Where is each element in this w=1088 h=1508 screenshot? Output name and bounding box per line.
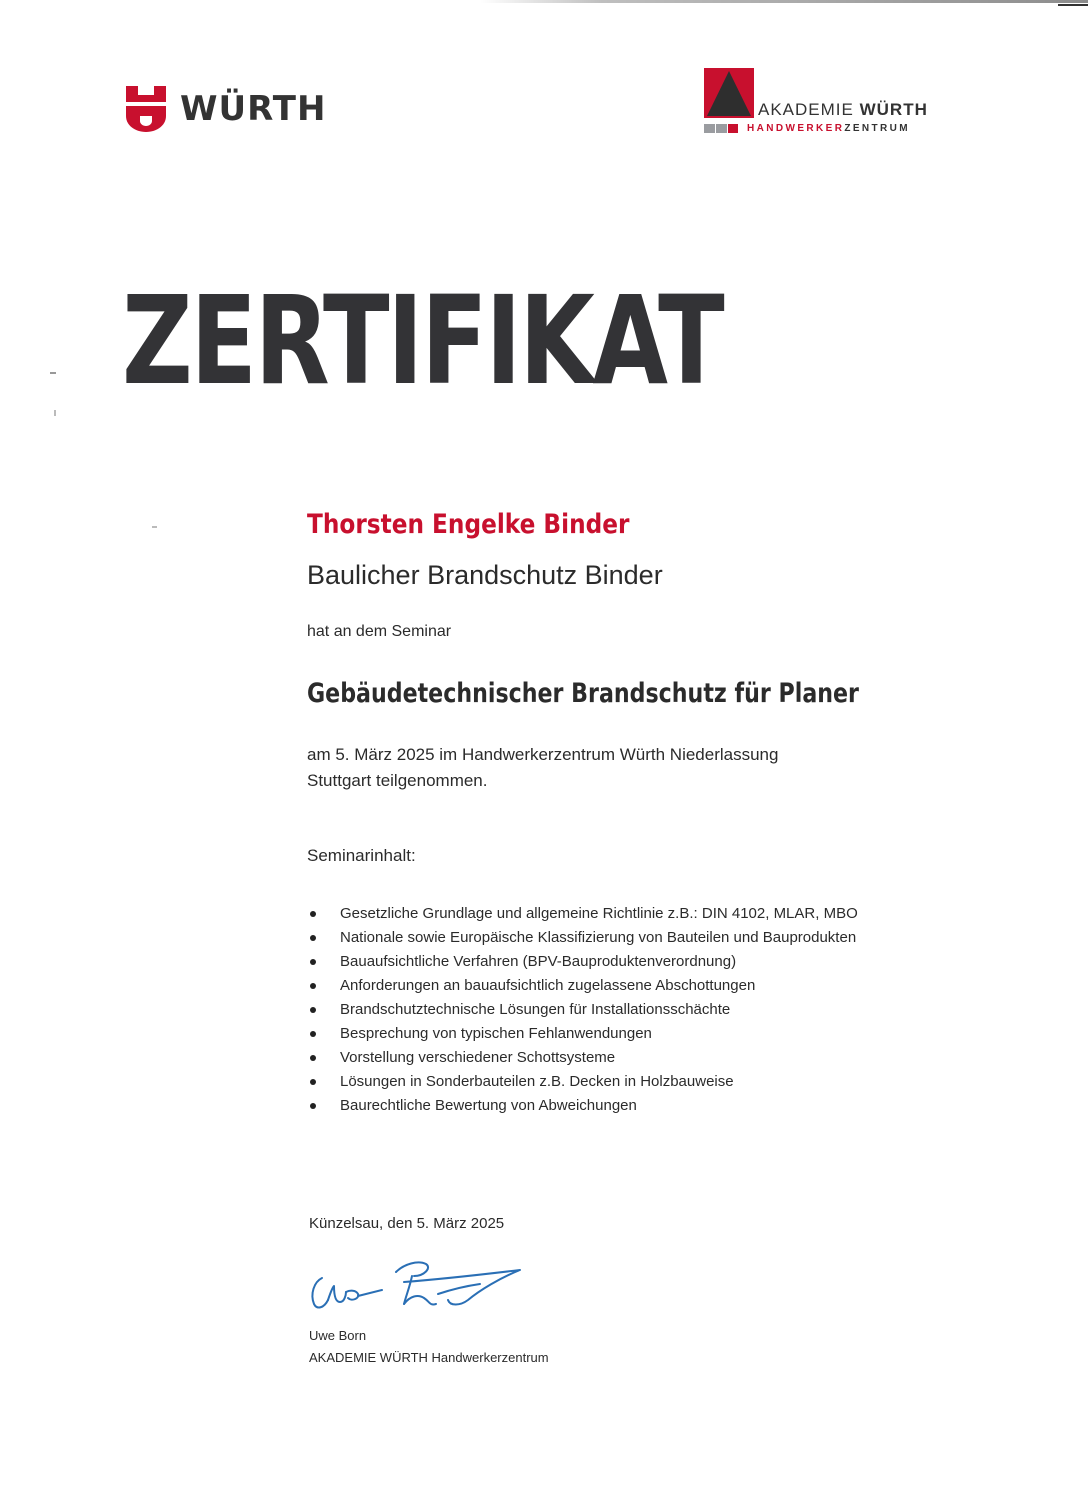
bullet-icon — [310, 1079, 316, 1085]
wurth-logo-text: WÜRTH — [180, 89, 327, 129]
intro-text: hat an dem Seminar — [307, 623, 452, 640]
wurth-w-icon — [126, 86, 166, 132]
recipient-company: Baulicher Brandschutz Binder — [307, 560, 663, 590]
list-item: Besprechung von typischen Fehlanwendungen — [307, 1022, 858, 1046]
akademie-logo — [704, 68, 944, 140]
bullet-icon — [310, 959, 316, 965]
bullet-icon — [310, 1103, 316, 1109]
recipient-name: Thorsten Engelke Binder — [307, 509, 630, 540]
place-date: Künzelsau, den 5. März 2025 — [309, 1215, 505, 1232]
list-item: Bauaufsichtliche Verfahren (BPV-Bauproduktenverordnung) — [307, 950, 858, 974]
bullet-icon — [310, 935, 316, 941]
bullet-icon — [310, 983, 316, 989]
bullet-icon — [310, 911, 316, 917]
seminar-date-place — [307, 742, 867, 794]
list-item: Brandschutztechnische Lösungen für Installationsschächte — [307, 998, 858, 1022]
list-item: Vorstellung verschiedener Schottsysteme — [307, 1046, 858, 1070]
handwritten-signature-icon — [300, 1250, 530, 1320]
bullet-icon — [310, 1007, 316, 1013]
akademie-logo-zentrum: ZENTRUM — [844, 123, 911, 134]
akademie-logo-line1 — [758, 100, 928, 120]
scan-speck — [54, 410, 56, 416]
bullet-icon — [310, 1031, 316, 1037]
signer-org: AKADEMIE WÜRTH Handwerkerzentrum — [309, 1350, 549, 1365]
list-item: Nationale sowie Europäische Klassifizierung von Bauteilen und Bauprodukten — [307, 926, 858, 950]
list-item: Baurechtliche Bewertung von Abweichungen — [307, 1094, 858, 1118]
list-item: Anforderungen an bauaufsichtlich zugelassene Abschottungen — [307, 974, 858, 998]
bullet-icon — [310, 1055, 316, 1061]
seminar-date-place-line2: Stuttgart teilgenommen. — [307, 771, 488, 790]
akademie-triangle-icon — [704, 68, 754, 118]
seminar-content-label: Seminarinhalt: — [307, 846, 416, 865]
akademie-logo-squares — [704, 123, 738, 134]
signer-name: Uwe Born — [309, 1328, 367, 1343]
list-item: Lösungen in Sonderbauteilen z.B. Decken in Holzbauweise — [307, 1070, 858, 1094]
scan-edge-line — [480, 0, 1088, 3]
akademie-logo-word: AKADEMIE — [758, 100, 854, 119]
seminar-date-place-line1: am 5. März 2025 im Handwerkerzentrum Würth Niederlassung — [307, 745, 779, 764]
akademie-logo-handwerker: HANDWERKER — [747, 123, 845, 134]
scan-speck — [152, 526, 157, 528]
list-item: Gesetzliche Grundlage und allgemeine Richtlinie z.B.: DIN 4102, MLAR, MBO — [307, 902, 858, 926]
seminar-title: Gebäudetechnischer Brandschutz für Planer — [307, 678, 859, 709]
akademie-logo-brand: WÜRTH — [859, 100, 928, 119]
scan-edge-mark — [1058, 4, 1088, 6]
certificate-title: ZERTIFIKAT — [122, 270, 723, 412]
seminar-content-list — [307, 902, 858, 1118]
scan-speck — [50, 372, 56, 374]
akademie-logo-line2 — [747, 123, 910, 134]
wurth-logo — [126, 86, 326, 132]
